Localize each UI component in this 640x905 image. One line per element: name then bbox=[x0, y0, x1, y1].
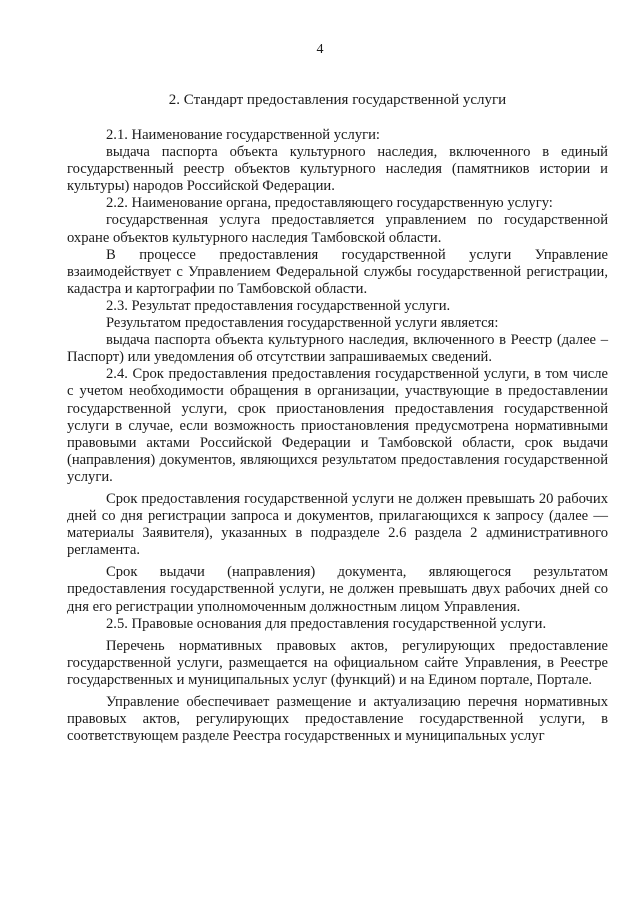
page-number: 4 bbox=[316, 42, 324, 57]
section-title: 2. Стандарт предоставления государственной услуги bbox=[168, 92, 507, 108]
paragraph: 2.3. Результат предоставления государственной услуги. bbox=[106, 297, 451, 314]
paragraph: государственная услуга предоставляется управлением по государственной охране объектов культурного наследия Тамбовской области. bbox=[67, 212, 608, 246]
paragraph: Срок выдачи (направления) документа, являющегося результатом предоставления государственной услуги, не должен превышать двух рабочих дней со дня его регистрации уполномоченным должностным лицом Управления. bbox=[67, 564, 608, 615]
document-body bbox=[67, 127, 608, 745]
paragraph: Управление обеспечивает размещение и актуализацию перечня нормативных правовых актов, регулирующих предоставление государственной услуги, в соответствующем разделе Реестра государственных и муниципальных услуг bbox=[67, 694, 608, 745]
paragraph: 2.4. Срок предоставления предоставления государственной услуги, в том числе с учетом необходимости обращения в организации, участвующие в предоставлении государственной услуги, срок приостановления предоставления государственной услуги в случае, если возможность приостановления предусмотрена нормативными правовыми актами Российской Федерации и Тамбовской области, срок выдачи (направления) документов, являющихся результатом предоставления государственной услуги. bbox=[67, 366, 608, 485]
paragraph: В процессе предоставления государственной услуги Управление взаимодействует с Управлением Федеральной службы государственной регистрации, кадастра и картографии по Тамбовской области. bbox=[67, 246, 608, 297]
paragraph: Перечень нормативных правовых актов, регулирующих предоставление государственной услуги, размещается на официальном сайте Управления, в Реестре государственных и муниципальных услуг (функций) и на Едином портале, Портале. bbox=[67, 637, 608, 688]
paragraph: 2.5. Правовые основания для предоставления государственной услуги. bbox=[106, 615, 547, 632]
paragraph: Результатом предоставления государственной услуги является: bbox=[106, 315, 499, 332]
paragraph: Срок предоставления государственной услуги не должен превышать 20 рабочих дней со дня регистрации запроса и документов, прилагающихся к запросу (далее — материалы Заявителя), указанных в подразделе 2.6 раздела 2 административного регламента. bbox=[67, 490, 608, 559]
paragraph: выдача паспорта объекта культурного наследия, включенного в Реестр (далее – Паспорт) или уведомления об отсутствии запрашиваемых сведений. bbox=[67, 332, 608, 366]
paragraph: выдача паспорта объекта культурного наследия, включенного в единый государственный реестр объектов культурного наследия (памятников истории и культуры) народов Российской Федерации. bbox=[67, 144, 608, 195]
paragraph: 2.1. Наименование государственной услуги: bbox=[106, 127, 380, 143]
paragraph: 2.2. Наименование органа, предоставляющего государственную услугу: bbox=[106, 195, 553, 212]
